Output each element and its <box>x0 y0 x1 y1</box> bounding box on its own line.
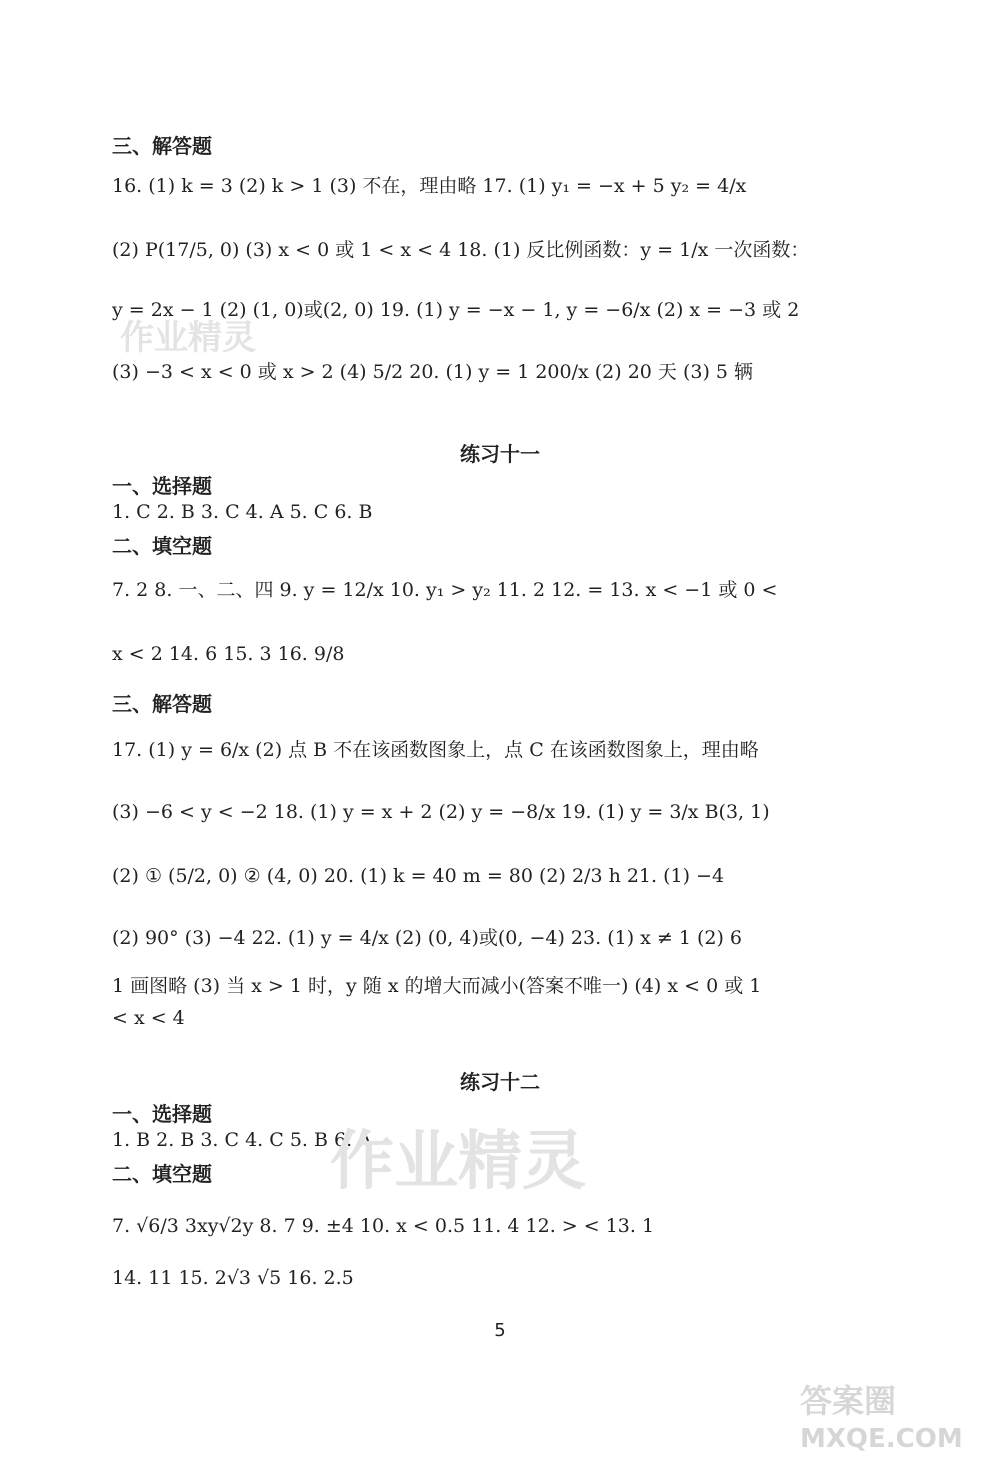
section-heading-choice-2: 一、选择题 <box>112 1102 212 1126</box>
answer-line: x < 2 14. 6 15. 3 16. 9/8 <box>112 643 345 665</box>
section-heading-solve-1: 三、解答题 <box>112 134 212 158</box>
answer-line: 16. (1) k = 3 (2) k > 1 (3) 不在，理由略 17. (1) y₁ = −x + 5 y₂ = 4/x <box>112 175 747 197</box>
answer-line: (2) P(17/5, 0) (3) x < 0 或 1 < x < 4 18. (1) 反比例函数：y = 1/x 一次函数： <box>112 239 810 261</box>
page-number: 5 <box>494 1320 506 1341</box>
watermark-url: MXQE.COM <box>800 1424 963 1454</box>
answer-line: y = 2x − 1 (2) (1, 0)或(2, 0) 19. (1) y = −x − 1, y = −6/x (2) x = −3 或 2 <box>112 299 800 321</box>
answer-line: 7. √6/3 3xy√2y 8. 7 9. ±4 10. x < 0.5 11. 4 12. > < 13. 1 <box>112 1215 655 1237</box>
exercise-title-12: 练习十二 <box>460 1070 540 1094</box>
answer-line: (2) ① (5/2, 0) ② (4, 0) 20. (1) k = 40 m = 80 (2) 2/3 h 21. (1) −4 <box>112 865 725 887</box>
section-heading-fill-1: 二、填空题 <box>112 534 212 558</box>
watermark-text: 作业精灵 <box>330 1125 586 1199</box>
answer-line: 1 画图略 (3) 当 x > 1 时，y 随 x 的增大而减小(答案不唯一) (4) x < 0 或 1 <box>112 975 762 997</box>
section-heading-choice-1: 一、选择题 <box>112 474 212 498</box>
answer-line: 1. B 2. B 3. C 4. C 5. B 6. A <box>112 1129 372 1151</box>
answer-line: 7. 2 8. 一、二、四 9. y = 12/x 10. y₁ > y₂ 11. 2 12. = 13. x < −1 或 0 < <box>112 579 778 601</box>
answer-line: 17. (1) y = 6/x (2) 点 B 不在该函数图象上，点 C 在该函数图象上，理由略 <box>112 739 759 761</box>
exercise-title-11: 练习十一 <box>460 442 540 466</box>
answer-line: (3) −6 < y < −2 18. (1) y = x + 2 (2) y = −8/x 19. (1) y = 3/x B(3, 1) <box>112 801 770 823</box>
watermark-logo: 答案圈 <box>800 1382 897 1420</box>
answer-line: (2) 90° (3) −4 22. (1) y = 4/x (2) (0, 4)或(0, −4) 23. (1) x ≠ 1 (2) 6 <box>112 927 743 949</box>
answer-line: 14. 11 15. 2√3 √5 16. 2.5 <box>112 1267 354 1289</box>
answer-line: 1. C 2. B 3. C 4. A 5. C 6. B <box>112 501 373 523</box>
answer-line: (3) −3 < x < 0 或 x > 2 (4) 5/2 20. (1) y = 1 200/x (2) 20 天 (3) 5 辆 <box>112 361 754 383</box>
watermark-stamp: 作业精灵 <box>120 318 256 358</box>
answer-line: < x < 4 <box>112 1007 185 1029</box>
section-heading-fill-2: 二、填空题 <box>112 1162 212 1186</box>
section-heading-solve-2: 三、解答题 <box>112 692 212 716</box>
